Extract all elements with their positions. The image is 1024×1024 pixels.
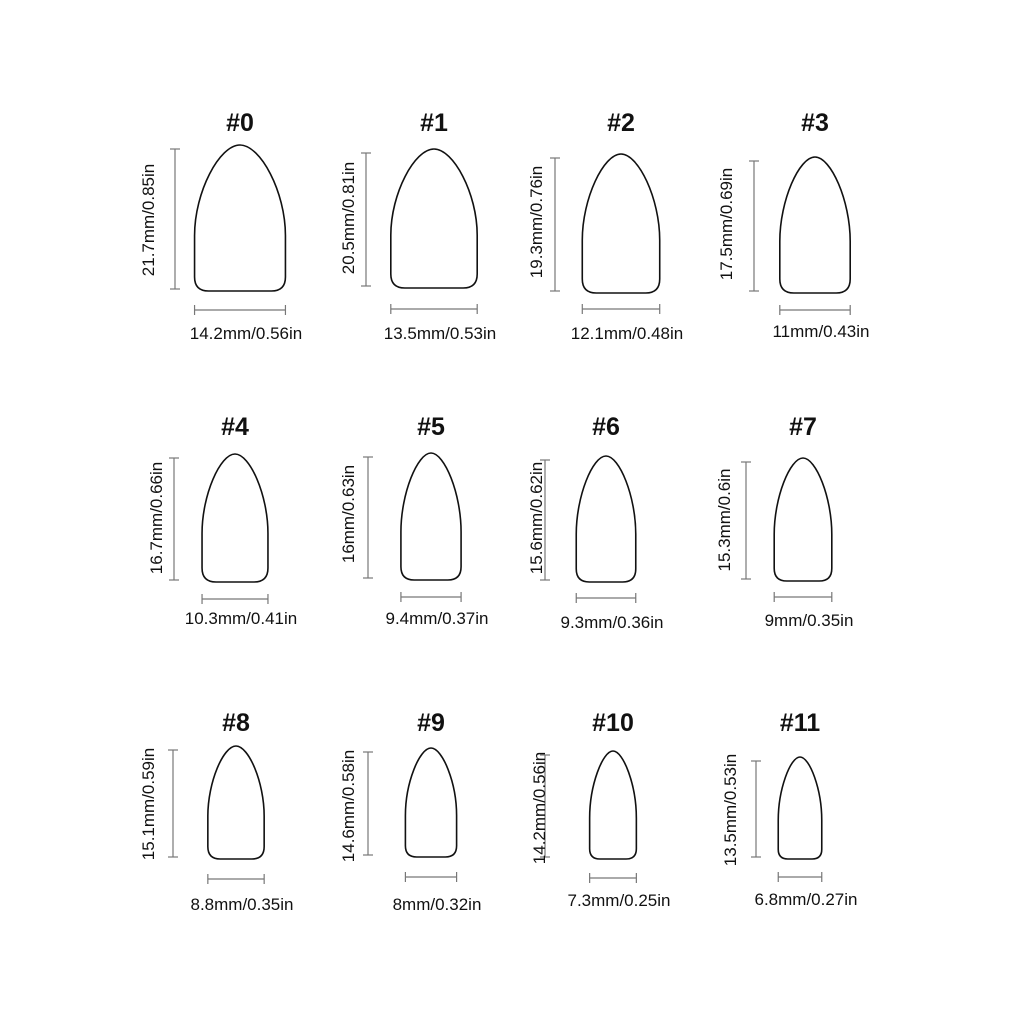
nail-size-4 — [147, 413, 297, 628]
height-label: 14.2mm/0.56in — [530, 751, 549, 865]
width-label: 14.2mm/0.56in — [189, 324, 303, 343]
width-bracket — [778, 872, 822, 882]
nail-outline — [582, 154, 659, 293]
nail-outline — [780, 157, 850, 293]
nail-outline — [590, 751, 637, 859]
nail-outline — [208, 746, 264, 859]
height-bracket — [169, 458, 179, 580]
width-label: 6.8mm/0.27in — [754, 890, 858, 909]
width-label: 8mm/0.32in — [392, 895, 482, 914]
size-label: #11 — [779, 709, 821, 737]
height-label: 20.5mm/0.81in — [339, 161, 358, 275]
nail-size-1 — [339, 109, 496, 343]
height-bracket — [363, 457, 373, 578]
size-label: #7 — [789, 413, 817, 441]
height-bracket — [741, 462, 751, 579]
nail-outline — [405, 748, 456, 857]
width-label: 9mm/0.35in — [764, 611, 854, 630]
size-label: #8 — [222, 709, 250, 737]
width-label: 11mm/0.43in — [772, 322, 870, 341]
width-bracket — [576, 593, 636, 603]
nail-outline — [774, 458, 832, 581]
nail-outline — [195, 145, 286, 291]
height-label: 16mm/0.63in — [339, 464, 358, 564]
height-bracket — [168, 750, 178, 857]
size-label: #9 — [417, 709, 445, 737]
nail-outline — [401, 453, 461, 580]
size-label: #3 — [801, 109, 829, 137]
width-label: 8.8mm/0.35in — [190, 895, 294, 914]
size-label: #2 — [607, 109, 635, 137]
height-label: 15.3mm/0.6in — [715, 468, 734, 572]
size-label: #10 — [592, 709, 634, 737]
height-label: 21.7mm/0.85in — [139, 163, 158, 277]
nail-outline — [391, 149, 477, 288]
height-label: 13.5mm/0.53in — [721, 753, 740, 867]
nail-size-2 — [527, 109, 683, 343]
nail-size-3 — [717, 109, 870, 341]
nail-size-5 — [339, 413, 489, 628]
width-bracket — [208, 874, 264, 884]
nail-size-7 — [715, 413, 853, 630]
width-label: 10.3mm/0.41in — [184, 609, 298, 628]
height-label: 17.5mm/0.69in — [717, 167, 736, 281]
height-label: 14.6mm/0.58in — [339, 749, 358, 863]
width-label: 9.3mm/0.36in — [560, 613, 664, 632]
height-label: 19.3mm/0.76in — [527, 165, 546, 279]
nail-size-11 — [721, 709, 858, 909]
width-bracket — [401, 592, 461, 602]
width-label: 9.4mm/0.37in — [385, 609, 489, 628]
height-label: 16.7mm/0.66in — [147, 461, 166, 575]
nail-size-6 — [527, 413, 664, 632]
height-label: 15.1mm/0.59in — [139, 747, 158, 861]
width-bracket — [202, 594, 268, 604]
nail-size-9 — [339, 709, 481, 914]
nail-size-0 — [139, 109, 302, 343]
height-bracket — [749, 161, 759, 291]
width-bracket — [774, 592, 832, 602]
width-bracket — [391, 304, 477, 314]
width-bracket — [195, 305, 286, 315]
width-bracket — [582, 304, 659, 314]
width-label: 13.5mm/0.53in — [383, 324, 497, 343]
size-label: #4 — [221, 413, 249, 441]
nail-size-8 — [139, 709, 294, 914]
size-label: #6 — [592, 413, 620, 441]
height-bracket — [170, 149, 180, 289]
height-bracket — [363, 752, 373, 855]
nail-size-10 — [530, 709, 671, 910]
height-bracket — [751, 761, 761, 857]
nail-outline — [202, 454, 268, 582]
height-label: 15.6mm/0.62in — [527, 461, 546, 575]
size-label: #1 — [420, 109, 448, 137]
size-label: #5 — [417, 413, 445, 441]
nail-outline — [778, 757, 822, 859]
height-bracket — [361, 153, 371, 286]
width-bracket — [590, 873, 637, 883]
height-bracket — [550, 158, 560, 291]
width-label: 7.3mm/0.25in — [567, 891, 671, 910]
width-label: 12.1mm/0.48in — [570, 324, 684, 343]
nail-outline — [576, 456, 636, 582]
width-bracket — [405, 872, 456, 882]
size-label: #0 — [226, 109, 254, 137]
width-bracket — [780, 305, 850, 315]
